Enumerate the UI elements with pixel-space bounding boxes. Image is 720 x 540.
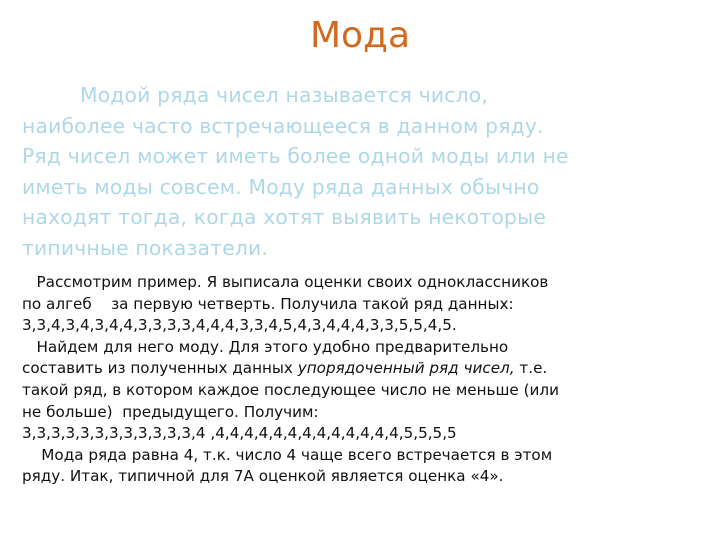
example-conclusion: ряду. Итак, типичной для 7А оценкой является оценка «4». (22, 467, 504, 486)
example-line-5-start: составить из полученных данных (22, 359, 298, 378)
grades-series-unsorted: 3,3,4,3,4,3,4,4,3,3,3,3,4,4,4,3,3,4,5,4,3,4,4,4,3,3,5,5,4,5. (22, 316, 457, 335)
ordered-series-term: упорядоченный ряд чисел, (297, 359, 515, 378)
example-line-2: по алгеб за первую четверть. Получила такой ряд данных: (22, 294, 514, 313)
definition-line-1: Модой ряда чисел называется число, (80, 83, 489, 107)
example-line-5-end: т.е. (514, 359, 548, 378)
grades-series-sorted: 3,3,3,3,3,3,3,3,3,3,3,3,4 ,4,4,4,4,4,4,4,4,4,4,4,4,4,5,5,5,5 (22, 424, 457, 443)
example-line-9: Мода ряда равна 4, т.к. число 4 чаще всего встречается в этом (22, 445, 553, 464)
example-line-7: не больше) предыдущего. Получим: (22, 402, 319, 421)
definition-line-5: находят тогда, когда хотят выявить некоторые (22, 205, 547, 229)
example-line-4: Найдем для него моду. Для этого удобно предварительно (22, 337, 509, 356)
example-text-block (22, 272, 702, 488)
example-line-1: Рассмотрим пример. Я выписала оценки своих одноклассников (22, 273, 549, 291)
definition-line-4: иметь моды совсем. Моду ряда данных обычно (22, 174, 540, 199)
definition-line-3: Ряд чисел может иметь более одной моды или не (22, 144, 569, 168)
example-line-6: такой ряд, в котором каждое последующее число не меньше (или (22, 380, 559, 399)
example-line-5 (22, 358, 702, 380)
definition-line-2: наиболее часто встречающееся в данном ряду. (22, 113, 544, 138)
slide-title: Мода (309, 15, 411, 56)
definition-line-6: типичные показатели. (22, 235, 269, 260)
definition-paragraph (22, 80, 702, 263)
